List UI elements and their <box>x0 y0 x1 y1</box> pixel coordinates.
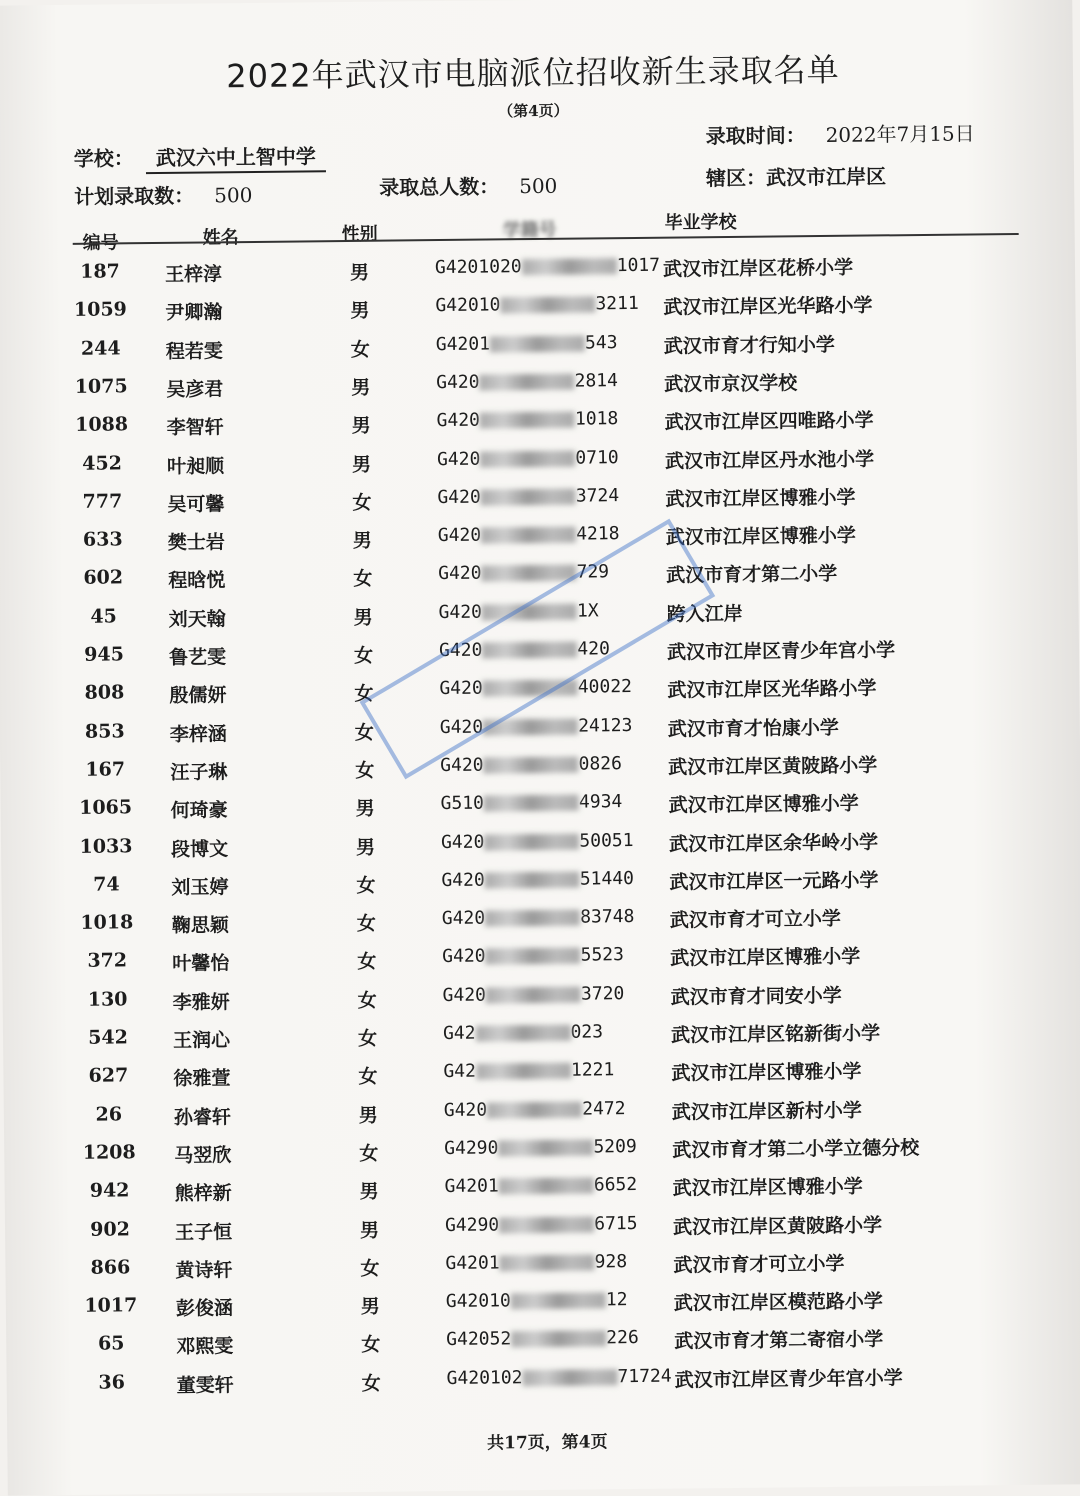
student-id-prefix: G4201 <box>435 333 491 355</box>
graduated-school: 武汉市江岸区黄陂路小学 <box>672 1213 883 1239</box>
student-id-suffix: 6715 <box>594 1212 638 1234</box>
student-id <box>441 830 634 853</box>
student-name: 鲁艺雯 <box>168 646 227 669</box>
student-gender: 男 <box>355 836 376 859</box>
student-id-prefix: G4201020 <box>434 256 522 279</box>
student-name: 王子恒 <box>174 1220 233 1244</box>
student-id <box>446 1327 639 1350</box>
student-gender: 男 <box>351 453 372 476</box>
redacted-blur <box>511 1331 606 1348</box>
student-gender: 女 <box>353 568 373 591</box>
student-name: 董雯轩 <box>176 1373 234 1397</box>
student-id <box>443 1021 603 1044</box>
student-id-suffix: 1X <box>576 600 599 622</box>
student-name: 刘天翰 <box>168 607 226 631</box>
student-id <box>447 1365 672 1388</box>
student-gender: 女 <box>360 1257 380 1280</box>
student-name: 刘玉婷 <box>171 876 229 899</box>
student-id-suffix: 5209 <box>593 1135 637 1158</box>
redacted-blur <box>484 795 579 812</box>
student-gender: 女 <box>359 1142 379 1165</box>
student-id-prefix: G420 <box>439 716 484 738</box>
redacted-blur <box>479 374 574 391</box>
student-id-suffix: 0710 <box>575 446 619 469</box>
student-id-prefix: G420 <box>436 409 481 432</box>
student-id <box>436 408 618 431</box>
header-no: 编号 <box>82 232 119 254</box>
student-id <box>435 255 660 278</box>
student-id-prefix: G42 <box>443 1060 477 1083</box>
row-number: 808 <box>84 681 125 705</box>
student-gender: 男 <box>360 1295 381 1318</box>
redacted-blur <box>490 335 585 352</box>
student-name: 彭俊涵 <box>175 1297 234 1320</box>
row-number: 542 <box>88 1026 128 1049</box>
student-id-suffix: 12 <box>605 1289 628 1311</box>
student-id-suffix: 543 <box>584 331 618 354</box>
student-name: 王润心 <box>172 1029 231 1052</box>
student-id <box>445 1251 627 1274</box>
row-number: 45 <box>90 605 117 628</box>
student-id-prefix: G420 <box>437 486 481 508</box>
student-gender: 男 <box>353 606 373 629</box>
row-number: 36 <box>98 1371 125 1394</box>
student-name: 尹卿瀚 <box>165 301 223 325</box>
student-gender: 女 <box>357 951 377 974</box>
student-id <box>437 447 619 470</box>
row-number: 1059 <box>73 298 127 322</box>
graduated-school: 武汉市江岸区博雅小学 <box>670 946 861 971</box>
student-id-prefix: G420 <box>441 869 485 891</box>
row-number: 945 <box>84 643 124 666</box>
graduated-school: 武汉市江岸区青少年宫小学 <box>666 639 896 664</box>
student-id <box>445 1213 638 1236</box>
student-id-suffix: 1018 <box>574 408 619 430</box>
student-name: 徐雅萱 <box>173 1067 231 1091</box>
student-id-suffix: 6652 <box>593 1174 638 1196</box>
page-footer: 共17页，第4页 <box>486 1432 608 1454</box>
student-id-suffix: 023 <box>570 1021 604 1043</box>
student-id-suffix: 3724 <box>575 484 620 507</box>
student-id-prefix: G42 <box>442 1022 476 1045</box>
graduated-school: 武汉市京汉学校 <box>664 372 798 396</box>
header-gender: 性别 <box>341 223 378 246</box>
row-number: 65 <box>97 1332 125 1356</box>
student-name: 鞠思颖 <box>171 914 230 937</box>
student-id-prefix: G420 <box>436 371 480 393</box>
graduated-school: 武汉市江岸区余华岭小学 <box>668 830 879 856</box>
student-id-suffix: 83748 <box>580 906 635 928</box>
student-name: 李雅妍 <box>172 990 230 1014</box>
student-id-prefix: G420 <box>437 524 482 547</box>
student-id <box>444 1098 626 1121</box>
student-name: 何琦豪 <box>170 799 228 823</box>
student-name: 汪子琳 <box>170 761 228 784</box>
student-id-prefix: G510 <box>440 792 485 815</box>
student-gender: 男 <box>351 376 371 399</box>
graduated-school: 武汉市育才同安小学 <box>670 984 842 1009</box>
graduated-school: 武汉市育才可立小学 <box>669 907 841 932</box>
student-gender: 女 <box>357 989 377 1012</box>
student-id-suffix: 3720 <box>580 982 625 1005</box>
admit-time-field <box>705 117 974 149</box>
redacted-blur <box>499 1216 594 1233</box>
student-id-prefix: G420 <box>439 677 483 700</box>
student-name: 马翌欣 <box>174 1144 232 1167</box>
student-id-suffix: 40022 <box>577 676 633 698</box>
student-name: 樊士岩 <box>167 531 225 554</box>
redacted-blur <box>499 1178 594 1195</box>
district-field <box>706 160 886 191</box>
student-name: 李智轩 <box>166 416 224 440</box>
student-id-suffix: 1221 <box>570 1059 615 1081</box>
redacted-blur <box>476 1063 571 1080</box>
student-name: 程晗悦 <box>168 569 226 593</box>
document-title: 2022年武汉市电脑派位招收新生录取名单 <box>226 50 840 96</box>
row-number: 1208 <box>82 1141 136 1164</box>
student-gender: 女 <box>353 644 374 667</box>
plan-field <box>74 179 252 210</box>
student-id-prefix: G420 <box>442 984 487 1006</box>
student-name: 黄诗轩 <box>175 1259 233 1282</box>
student-id-prefix: G420 <box>441 907 486 930</box>
student-id-suffix: 4934 <box>578 791 623 813</box>
page-subtitle: （第4页） <box>498 101 569 121</box>
student-id-prefix: G420 <box>438 639 483 662</box>
student-gender: 女 <box>361 1372 381 1395</box>
graduated-school: 武汉市江岸区铭新街小学 <box>670 1022 881 1047</box>
row-number: 244 <box>80 336 121 360</box>
student-gender: 男 <box>355 797 375 821</box>
plan-label: 计划录取数： <box>74 183 195 209</box>
student-id-suffix: 50051 <box>579 829 634 852</box>
graduated-school: 武汉市江岸区一元路小学 <box>669 869 879 894</box>
student-id <box>446 1289 628 1312</box>
student-id-suffix: 51440 <box>579 867 635 890</box>
student-gender: 女 <box>356 912 376 936</box>
redacted-blur <box>475 1025 570 1042</box>
row-number: 1065 <box>79 796 133 820</box>
student-gender: 女 <box>355 759 375 782</box>
total-label: 录取总人数： <box>379 174 500 200</box>
student-id-suffix: 729 <box>576 561 610 583</box>
student-id-suffix: 3211 <box>595 293 639 315</box>
redacted-blur <box>487 1101 582 1118</box>
student-name: 邓熙雯 <box>176 1335 234 1359</box>
graduated-school: 武汉市育才可立小学 <box>673 1252 845 1277</box>
redacted-blur <box>498 1139 593 1156</box>
district-label: 辖区： <box>705 165 767 191</box>
student-id-prefix: G42052 <box>446 1328 512 1351</box>
student-gender: 女 <box>352 491 372 514</box>
redacted-blur <box>522 258 617 275</box>
student-id <box>443 1060 614 1083</box>
redacted-blur <box>481 527 576 544</box>
redacted-blur <box>481 488 576 505</box>
student-name: 段博文 <box>170 837 229 861</box>
student-id <box>443 983 625 1006</box>
redacted-blur <box>500 1254 595 1271</box>
graduated-school: 武汉市育才第二小学立德分校 <box>672 1136 920 1162</box>
student-name: 吴彦君 <box>166 378 224 401</box>
graduated-school: 武汉市育才第二寄宿小学 <box>674 1328 884 1354</box>
student-id <box>440 791 622 814</box>
graduated-school: 武汉市江岸区青少年宫小学 <box>674 1366 903 1392</box>
student-id-suffix: 226 <box>606 1327 639 1349</box>
student-id-suffix: 1017 <box>616 254 661 277</box>
student-id-prefix: G4201 <box>445 1252 500 1274</box>
student-name: 程若雯 <box>165 339 223 363</box>
school-label: 学校： <box>73 146 134 171</box>
header-name: 姓名 <box>202 227 239 249</box>
student-name: 殷儒妍 <box>169 684 227 708</box>
row-number: 452 <box>82 451 122 475</box>
row-number: 777 <box>82 490 123 513</box>
graduated-school: 武汉市江岸区博雅小学 <box>665 524 856 549</box>
row-number: 167 <box>85 758 126 781</box>
redacted-blur <box>481 565 576 582</box>
row-number: 902 <box>90 1217 130 1241</box>
plan-value: 500 <box>214 182 253 208</box>
row-number: 627 <box>88 1064 129 1088</box>
graduated-school: 武汉市江岸区新村小学 <box>671 1099 862 1124</box>
student-id-prefix: G420 <box>443 1099 488 1121</box>
redacted-blur <box>500 297 595 314</box>
student-gender: 女 <box>361 1334 381 1357</box>
student-gender: 男 <box>352 529 372 553</box>
row-number: 866 <box>90 1256 131 1279</box>
graduated-school: 武汉市江岸区光华路小学 <box>663 294 873 319</box>
school-field <box>74 140 326 172</box>
graduated-school: 武汉市育才行知小学 <box>663 333 835 358</box>
row-number: 602 <box>83 566 124 590</box>
redacted-blur <box>480 450 575 467</box>
graduated-school: 武汉市江岸区黄陂路小学 <box>668 754 878 779</box>
header-school: 毕业学校 <box>664 211 737 234</box>
student-name: 孙睿轩 <box>173 1105 232 1129</box>
student-gender: 女 <box>358 1066 378 1089</box>
graduated-school: 武汉市江岸区博雅小学 <box>672 1175 863 1200</box>
student-name: 熊梓新 <box>174 1182 232 1206</box>
student-name: 王梓淳 <box>164 263 223 286</box>
district-value: 武汉市江岸区 <box>765 164 887 190</box>
row-number: 26 <box>95 1102 123 1126</box>
row-number: 1033 <box>79 834 133 858</box>
student-id-suffix: 0826 <box>578 753 623 775</box>
redacted-blur <box>485 871 580 888</box>
student-name: 叶馨怡 <box>172 952 230 976</box>
graduated-school: 武汉市江岸区四唯路小学 <box>664 409 874 434</box>
graduated-school: 武汉市江岸区模范路小学 <box>673 1290 883 1315</box>
student-id-suffix: 5523 <box>580 944 625 966</box>
redacted-blur <box>484 833 579 850</box>
row-number: 633 <box>82 528 123 551</box>
student-id <box>437 485 619 508</box>
student-id <box>441 868 634 891</box>
graduated-school: 武汉市江岸区光华路小学 <box>667 677 877 702</box>
student-id-prefix: G4201 <box>444 1175 499 1198</box>
student-id-prefix: G4290 <box>444 1137 499 1159</box>
student-id <box>442 945 624 968</box>
graduated-school: 武汉市江岸区博雅小学 <box>665 486 856 511</box>
student-id <box>440 753 622 776</box>
redacted-blur <box>485 948 580 965</box>
table-row <box>77 1362 977 1409</box>
student-id-prefix: G420 <box>438 562 482 585</box>
student-id-prefix: G42010 <box>435 294 501 317</box>
row-number: 942 <box>89 1179 130 1202</box>
graduated-school: 跨入江岸 <box>666 602 743 626</box>
graduated-school: 武汉市江岸区博雅小学 <box>668 792 859 817</box>
redacted-blur <box>483 756 578 773</box>
student-gender: 男 <box>359 1219 380 1242</box>
row-number: 187 <box>80 260 120 283</box>
total-field <box>379 170 557 201</box>
student-id-prefix: G42010 <box>445 1290 511 1313</box>
student-id <box>444 1136 637 1159</box>
redacted-blur <box>480 412 575 429</box>
student-gender: 男 <box>358 1104 378 1127</box>
row-number: 1088 <box>75 413 129 437</box>
redacted-blur <box>486 986 581 1003</box>
student-id-prefix: G420 <box>442 945 486 968</box>
student-gender: 男 <box>351 414 371 438</box>
graduated-school: 武汉市江岸区花桥小学 <box>662 256 854 281</box>
student-id <box>445 1174 638 1197</box>
student-id <box>436 332 618 355</box>
student-id-prefix: G420 <box>436 448 481 470</box>
row-number: 130 <box>87 988 128 1011</box>
student-gender: 男 <box>359 1180 379 1204</box>
row-number: 74 <box>93 873 120 896</box>
student-id-prefix: G420 <box>438 601 483 623</box>
row-number: 853 <box>84 719 125 743</box>
row-number: 1017 <box>84 1294 138 1317</box>
row-number: 372 <box>87 949 128 973</box>
student-id-suffix: 4218 <box>576 523 620 545</box>
student-gender: 女 <box>354 721 374 744</box>
graduated-school: 武汉市江岸区博雅小学 <box>671 1060 862 1085</box>
student-name: 叶昶顺 <box>166 454 225 478</box>
row-number: 1075 <box>74 375 128 398</box>
admit-time-value: 2022年7月15日 <box>825 121 975 147</box>
student-id-prefix: G420102 <box>446 1366 523 1389</box>
student-id-prefix: G4290 <box>444 1213 500 1236</box>
redacted-blur <box>511 1292 606 1309</box>
student-id-prefix: G420 <box>440 831 485 853</box>
student-id <box>435 293 639 316</box>
row-number: 1018 <box>80 911 134 934</box>
student-gender: 男 <box>349 261 370 284</box>
student-id-suffix: 24123 <box>578 714 633 737</box>
student-id-suffix: 2472 <box>582 1097 626 1120</box>
student-gender: 男 <box>350 300 370 323</box>
header-id: 学籍号 <box>502 219 557 242</box>
student-id-suffix: 928 <box>594 1250 628 1273</box>
student-id-prefix: G420 <box>440 754 484 776</box>
student-name: 吴可馨 <box>167 493 225 516</box>
total-value: 500 <box>519 173 558 199</box>
student-name: 李梓涵 <box>169 722 227 746</box>
graduated-school: 武汉市江岸区丹水池小学 <box>664 447 875 473</box>
redacted-blur <box>485 910 580 927</box>
admit-time-label: 录取时间： <box>705 123 806 149</box>
redacted-blur <box>522 1369 617 1386</box>
student-id-suffix: 2814 <box>574 370 619 392</box>
student-gender: 女 <box>350 338 370 361</box>
graduated-school: 武汉市育才第二小学 <box>666 563 838 588</box>
school-value: 武汉六中上智中学 <box>146 144 326 174</box>
graduated-school: 武汉市育才怡康小学 <box>667 716 839 741</box>
student-id <box>438 523 620 546</box>
student-gender: 女 <box>357 1027 378 1050</box>
student-id-suffix: 420 <box>577 638 610 660</box>
student-gender: 女 <box>356 874 376 897</box>
student-id-suffix: 71724 <box>617 1365 672 1387</box>
student-gender: 女 <box>354 683 374 706</box>
student-id <box>436 370 618 393</box>
student-id <box>442 906 635 929</box>
